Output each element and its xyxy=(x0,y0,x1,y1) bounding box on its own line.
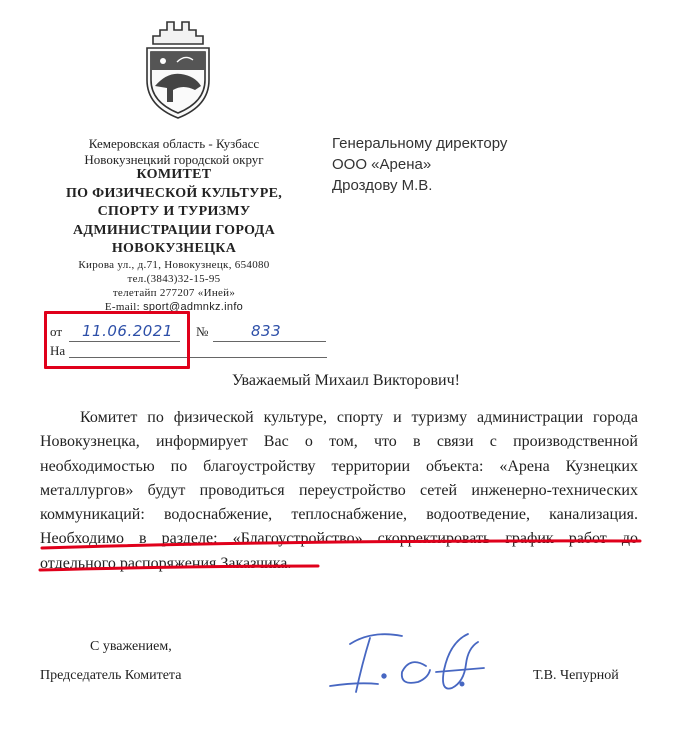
letter-body: Комитет по физической культуре, спорту и туризму администрации города Новокузнецка, информирует Вас о том, что в связи с производственной необходимостью по благоустройству территории объекта: «Арена Кузнецких металлургов» будут проводиться переустройство сетей инженерно-технических коммуникаций: водоснабжение, теплоснабжение, водоотведение, канализация. Необходимо в разделе: «Благоустройство» скорректировать график работ до отдельного распоряжения Заказчика. xyxy=(40,409,638,572)
org-name-line: АДМИНИСТРАЦИИ ГОРОДА xyxy=(73,222,275,238)
org-name-line: СПОРТУ И ТУРИЗМУ xyxy=(97,204,251,219)
greeting: Уважаемый Михаил Викторович! xyxy=(232,372,460,389)
from-label: от xyxy=(50,324,63,339)
org-address: Кирова ул., д.71, Новокузнецк, 654080 xyxy=(78,259,270,271)
registration-number: 833 xyxy=(251,322,282,340)
on-label: На xyxy=(50,343,66,358)
org-name-line: КОМИТЕТ xyxy=(136,167,212,182)
registration-date: 11.06.2021 xyxy=(82,322,173,340)
org-phone: тел.(3843)32-15-95 xyxy=(127,273,221,285)
org-teletype: телетайп 277207 «Иней» xyxy=(112,287,236,299)
closing-regards: С уважением, xyxy=(90,639,172,654)
addressee-line: Генеральному директору xyxy=(332,135,508,152)
org-email-label: E-mail: xyxy=(104,301,140,313)
addressee-line: Дроздову М.В. xyxy=(332,177,433,194)
district-name: Новокузнецкий городской округ xyxy=(84,152,264,167)
number-label: № xyxy=(196,324,209,339)
signer-position: Председатель Комитета xyxy=(40,668,182,683)
highlight-underline xyxy=(40,566,318,570)
signer-name: Т.В. Чепурной xyxy=(533,668,619,683)
org-email: sport@admnkz.info xyxy=(143,301,244,313)
highlight-underline xyxy=(42,541,640,548)
org-name-line: ПО ФИЗИЧЕСКОЙ КУЛЬТУРЕ, xyxy=(65,185,283,201)
org-name-line: НОВОКУЗНЕЦКА xyxy=(111,241,237,256)
addressee-line: ООО «Арена» xyxy=(332,156,432,173)
region-name: Кемеровская область - Кузбасс xyxy=(88,136,260,151)
signature-image xyxy=(318,612,498,700)
